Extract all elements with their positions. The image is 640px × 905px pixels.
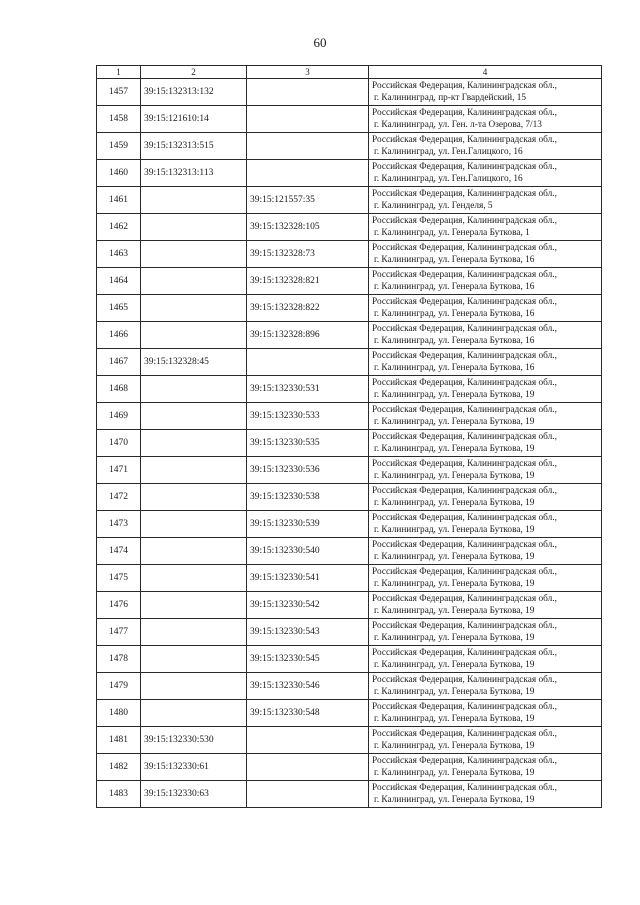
cadastral-number-alt-cell: 39:15:132328:896 [247, 322, 369, 349]
address-cell [369, 268, 602, 295]
address-line-region: Российская Федерация, Калининградская обл., [372, 377, 557, 388]
address-line-region: Российская Федерация, Калининградская обл., [372, 512, 557, 523]
table-row [97, 673, 602, 700]
cadastral-number-cell: 39:15:132313:132 [141, 79, 247, 106]
cadastral-number-alt-cell [247, 133, 369, 160]
address-line-region: Российская Федерация, Калининградская обл., [372, 701, 557, 712]
cadastral-number-alt-cell: 39:15:132330:543 [247, 619, 369, 646]
cadastral-number-alt-cell [247, 727, 369, 754]
table-row [97, 592, 602, 619]
table-row [97, 268, 602, 295]
row-number-cell: 1479 [97, 673, 141, 700]
address-line-region: Российская Федерация, Калининградская обл., [372, 782, 557, 793]
cadastral-number-alt-cell: 39:15:121557:35 [247, 187, 369, 214]
address-line-region: Российская Федерация, Калининградская обл., [372, 107, 557, 118]
address-line-region: Российская Федерация, Калининградская обл., [372, 296, 557, 307]
address-line-street: г. Калининград, ул. Генерала Буткова, 19 [374, 390, 535, 400]
address-cell [369, 349, 602, 376]
cadastral-number-cell: 39:15:132330:61 [141, 754, 247, 781]
cadastral-number-cell [141, 592, 247, 619]
row-number-cell: 1476 [97, 592, 141, 619]
address-line-region: Российская Федерация, Калининградская обл., [372, 647, 557, 658]
address-cell [369, 781, 602, 808]
address-line-region: Российская Федерация, Калининградская обл., [372, 242, 557, 253]
address-cell [369, 322, 602, 349]
address-cell [369, 673, 602, 700]
cadastral-number-alt-cell: 39:15:132330:548 [247, 700, 369, 727]
cadastral-number-alt-cell [247, 754, 369, 781]
row-number-cell: 1468 [97, 376, 141, 403]
address-cell [369, 457, 602, 484]
table-row [97, 349, 602, 376]
address-line-street: г. Калининград, пр-кт Гвардейский, 15 [374, 93, 527, 103]
column-header: 4 [369, 66, 602, 79]
row-number-cell: 1463 [97, 241, 141, 268]
address-line-street: г. Калининград, ул. Генерала Буткова, 1 [374, 228, 530, 238]
address-line-street: г. Калининград, ул. Генерала Буткова, 19 [374, 606, 535, 616]
address-line-street: г. Калининград, ул. Генерала Буткова, 16 [374, 282, 535, 292]
address-line-region: Российская Федерация, Калининградская обл., [372, 755, 557, 766]
cadastral-number-alt-cell: 39:15:132330:541 [247, 565, 369, 592]
cadastral-number-alt-cell: 39:15:132330:535 [247, 430, 369, 457]
address-line-street: г. Калининград, ул. Генерала Буткова, 16 [374, 255, 535, 265]
address-cell [369, 484, 602, 511]
row-number-cell: 1478 [97, 646, 141, 673]
cadastral-number-alt-cell: 39:15:132328:822 [247, 295, 369, 322]
row-number-cell: 1466 [97, 322, 141, 349]
cadastral-number-alt-cell: 39:15:132330:531 [247, 376, 369, 403]
cadastral-number-cell [141, 565, 247, 592]
address-line-street: г. Калининград, ул. Генерала Буткова, 19 [374, 498, 535, 508]
cadastral-number-cell [141, 700, 247, 727]
table-row [97, 619, 602, 646]
address-line-street: г. Калининград, ул. Генерала Буткова, 19 [374, 417, 535, 427]
address-line-street: г. Калининград, ул. Генерала Буткова, 19 [374, 525, 535, 535]
address-line-region: Российская Федерация, Калининградская обл., [372, 350, 557, 361]
row-number-cell: 1460 [97, 160, 141, 187]
address-cell [369, 754, 602, 781]
row-number-cell: 1461 [97, 187, 141, 214]
address-cell [369, 511, 602, 538]
row-number-cell: 1457 [97, 79, 141, 106]
table-row [97, 700, 602, 727]
row-number-cell: 1480 [97, 700, 141, 727]
address-cell [369, 592, 602, 619]
address-line-street: г. Калининград, ул. Ген.Галицкого, 16 [374, 147, 523, 157]
address-line-street: г. Калининград, ул. Генерала Буткова, 19 [374, 741, 535, 751]
table-row [97, 511, 602, 538]
cadastral-number-cell: 39:15:121610:14 [141, 106, 247, 133]
cadastral-number-cell: 39:15:132313:113 [141, 160, 247, 187]
row-number-cell: 1473 [97, 511, 141, 538]
cadastral-number-alt-cell: 39:15:132328:821 [247, 268, 369, 295]
table-row [97, 79, 602, 106]
address-line-street: г. Калининград, ул. Ген. л-та Озерова, 7/13 [374, 120, 542, 130]
column-header: 2 [141, 66, 247, 79]
address-line-region: Российская Федерация, Калининградская обл., [372, 188, 557, 199]
address-line-street: г. Калининград, ул. Генерала Буткова, 19 [374, 687, 535, 697]
cadastral-number-cell [141, 619, 247, 646]
row-number-cell: 1472 [97, 484, 141, 511]
address-line-street: г. Калининград, ул. Генерала Буткова, 19 [374, 552, 535, 562]
cadastral-number-cell: 39:15:132328:45 [141, 349, 247, 376]
cadastral-number-alt-cell [247, 349, 369, 376]
cadastral-number-alt-cell: 39:15:132330:546 [247, 673, 369, 700]
address-line-region: Российская Федерация, Калининградская обл., [372, 134, 557, 145]
address-line-region: Российская Федерация, Калининградская обл., [372, 674, 557, 685]
cadastral-number-alt-cell: 39:15:132328:105 [247, 214, 369, 241]
address-line-region: Российская Федерация, Калининградская обл., [372, 161, 557, 172]
address-line-region: Российская Федерация, Калининградская обл., [372, 404, 557, 415]
table-row [97, 484, 602, 511]
cadastral-number-cell [141, 214, 247, 241]
cadastral-number-alt-cell: 39:15:132328:73 [247, 241, 369, 268]
cadastral-number-alt-cell: 39:15:132330:536 [247, 457, 369, 484]
row-number-cell: 1471 [97, 457, 141, 484]
address-line-region: Российская Федерация, Калининградская обл., [372, 728, 557, 739]
address-line-street: г. Калининград, ул. Генерала Буткова, 16 [374, 336, 535, 346]
address-line-region: Российская Федерация, Калининградская обл., [372, 215, 557, 226]
cadastral-number-alt-cell: 39:15:132330:539 [247, 511, 369, 538]
table-row [97, 241, 602, 268]
address-cell [369, 376, 602, 403]
registry-table [96, 65, 602, 808]
table-row [97, 727, 602, 754]
address-cell [369, 565, 602, 592]
address-line-region: Российская Федерация, Калининградская обл., [372, 80, 557, 91]
row-number-cell: 1469 [97, 403, 141, 430]
cadastral-number-cell [141, 187, 247, 214]
address-cell [369, 646, 602, 673]
address-line-region: Российская Федерация, Калининградская обл., [372, 269, 557, 280]
table-row [97, 538, 602, 565]
address-cell [369, 295, 602, 322]
address-cell [369, 214, 602, 241]
address-cell [369, 106, 602, 133]
page-number: 60 [313, 35, 327, 50]
table-row [97, 781, 602, 808]
row-number-cell: 1464 [97, 268, 141, 295]
address-line-street: г. Калининград, ул. Генерала Буткова, 16 [374, 363, 535, 373]
cadastral-number-cell [141, 511, 247, 538]
address-line-region: Российская Федерация, Калининградская обл., [372, 431, 557, 442]
address-line-region: Российская Федерация, Калининградская обл., [372, 458, 557, 469]
cadastral-number-cell [141, 322, 247, 349]
address-cell [369, 187, 602, 214]
row-number-cell: 1458 [97, 106, 141, 133]
cadastral-number-alt-cell [247, 79, 369, 106]
table-row [97, 106, 602, 133]
row-number-cell: 1474 [97, 538, 141, 565]
row-number-cell: 1481 [97, 727, 141, 754]
address-cell [369, 430, 602, 457]
column-header: 3 [247, 66, 369, 79]
address-line-street: г. Калининград, ул. Генерала Буткова, 19 [374, 579, 535, 589]
cadastral-number-cell [141, 673, 247, 700]
address-line-street: г. Калининград, ул. Генерала Буткова, 19 [374, 444, 535, 454]
cadastral-number-alt-cell [247, 160, 369, 187]
column-header: 1 [97, 66, 141, 79]
table-row [97, 430, 602, 457]
cadastral-number-cell [141, 646, 247, 673]
table-row [97, 160, 602, 187]
row-number-cell: 1467 [97, 349, 141, 376]
table-row [97, 754, 602, 781]
table-row [97, 457, 602, 484]
address-line-street: г. Калининград, ул. Генерала Буткова, 19 [374, 660, 535, 670]
address-line-street: г. Калининград, ул. Генерала Буткова, 19 [374, 633, 535, 643]
table-row [97, 376, 602, 403]
cadastral-number-cell [141, 376, 247, 403]
table-row [97, 646, 602, 673]
cadastral-number-alt-cell: 39:15:132330:533 [247, 403, 369, 430]
address-cell [369, 619, 602, 646]
cadastral-number-cell: 39:15:132330:63 [141, 781, 247, 808]
table-row [97, 214, 602, 241]
cadastral-number-cell [141, 484, 247, 511]
address-cell [369, 133, 602, 160]
address-cell [369, 700, 602, 727]
address-line-street: г. Калининград, ул. Генделя, 5 [374, 201, 493, 211]
cadastral-number-alt-cell: 39:15:132330:542 [247, 592, 369, 619]
address-line-street: г. Калининград, ул. Ген.Галицкого, 16 [374, 174, 523, 184]
table-row [97, 565, 602, 592]
address-cell [369, 403, 602, 430]
address-line-street: г. Калининград, ул. Генерала Буткова, 19 [374, 795, 535, 805]
cadastral-number-cell [141, 403, 247, 430]
address-cell [369, 241, 602, 268]
table-row [97, 403, 602, 430]
address-line-region: Российская Федерация, Калининградская обл., [372, 539, 557, 550]
address-line-street: г. Калининград, ул. Генерала Буткова, 19 [374, 768, 535, 778]
address-line-street: г. Калининград, ул. Генерала Буткова, 19 [374, 471, 535, 481]
cadastral-number-alt-cell [247, 106, 369, 133]
address-line-region: Российская Федерация, Калининградская обл., [372, 323, 557, 334]
address-cell [369, 79, 602, 106]
table-body [97, 79, 602, 808]
row-number-cell: 1470 [97, 430, 141, 457]
cadastral-number-cell [141, 457, 247, 484]
table-row [97, 187, 602, 214]
row-number-cell: 1465 [97, 295, 141, 322]
cadastral-number-alt-cell: 39:15:132330:540 [247, 538, 369, 565]
address-line-region: Российская Федерация, Калининградская обл., [372, 566, 557, 577]
table-header-row [97, 66, 602, 79]
table-row [97, 295, 602, 322]
row-number-cell: 1477 [97, 619, 141, 646]
address-line-region: Российская Федерация, Калининградская обл., [372, 593, 557, 604]
address-line-street: г. Калининград, ул. Генерала Буткова, 16 [374, 309, 535, 319]
cadastral-number-cell [141, 241, 247, 268]
cadastral-number-cell: 39:15:132313:515 [141, 133, 247, 160]
address-cell [369, 160, 602, 187]
row-number-cell: 1482 [97, 754, 141, 781]
cadastral-number-alt-cell: 39:15:132330:545 [247, 646, 369, 673]
cadastral-number-cell [141, 268, 247, 295]
table-row [97, 133, 602, 160]
address-line-region: Российская Федерация, Калининградская обл., [372, 620, 557, 631]
address-cell [369, 727, 602, 754]
row-number-cell: 1483 [97, 781, 141, 808]
cadastral-number-alt-cell: 39:15:132330:538 [247, 484, 369, 511]
row-number-cell: 1475 [97, 565, 141, 592]
cadastral-number-cell: 39:15:132330:530 [141, 727, 247, 754]
cadastral-number-cell [141, 295, 247, 322]
address-line-region: Российская Федерация, Калининградская обл., [372, 485, 557, 496]
cadastral-number-alt-cell [247, 781, 369, 808]
address-line-street: г. Калининград, ул. Генерала Буткова, 19 [374, 714, 535, 724]
row-number-cell: 1462 [97, 214, 141, 241]
address-cell [369, 538, 602, 565]
cadastral-number-cell [141, 538, 247, 565]
row-number-cell: 1459 [97, 133, 141, 160]
table-row [97, 322, 602, 349]
cadastral-number-cell [141, 430, 247, 457]
